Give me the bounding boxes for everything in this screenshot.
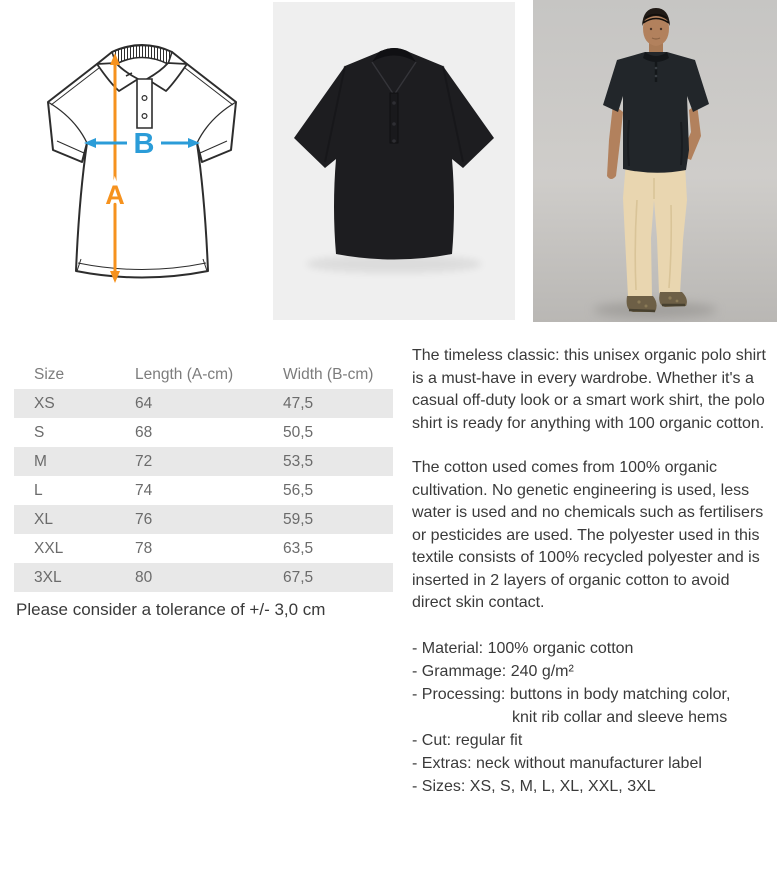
- length-cell: 80: [135, 568, 153, 586]
- size-cell: M: [34, 452, 47, 470]
- width-column-header: Width (B-cm): [283, 365, 374, 383]
- size-cell: L: [34, 481, 43, 499]
- length-cell: 64: [135, 394, 153, 412]
- arrow-b-label: B: [133, 128, 155, 160]
- length-cell: 76: [135, 510, 153, 528]
- polo-sketch-graphic: [15, 8, 255, 308]
- table-row-xs: [14, 389, 393, 418]
- size-cell: XS: [34, 394, 55, 412]
- width-cell: 56,5: [283, 481, 314, 499]
- description-paragraph-2: The cotton used comes from 100% organic cultivation. No genetic engineering is used, less water is used and no chemicals such as fertilisers or pesticides are used. The polyester used in this textile consists of 100% recycled polyester and is inserted in 2 layers of organic cotton to avoid direct skin contact.: [412, 459, 764, 611]
- width-cell: 59,5: [283, 510, 314, 528]
- model-graphic: [533, 0, 777, 322]
- size-cell: S: [34, 423, 45, 441]
- size-cell: XXL: [34, 539, 64, 557]
- table-row-l: [14, 476, 393, 505]
- spec-processing-continued: knit rib collar and sleeve hems: [512, 708, 728, 726]
- table-row-s: [14, 418, 393, 447]
- description-paragraph-1: The timeless classic: this unisex organic polo shirt is a must-have in every wardrobe. Whether it's a casual off-duty look or a smart work shirt, the polo shirt is ready for anything with 100 organic cotton.: [412, 347, 766, 432]
- width-cell: 53,5: [283, 452, 314, 470]
- spec-processing: - Processing: buttons in body matching color,: [412, 685, 731, 703]
- spec-grammage: - Grammage: 240 g/m²: [412, 662, 574, 680]
- flat-product-image[interactable]: [273, 2, 515, 320]
- measurement-diagram-image[interactable]: [15, 8, 255, 308]
- width-cell: 47,5: [283, 394, 314, 412]
- table-row-xl: [14, 505, 393, 534]
- width-cell: 50,5: [283, 423, 314, 441]
- length-cell: 72: [135, 452, 153, 470]
- length-cell: 78: [135, 539, 153, 557]
- spec-cut: - Cut: regular fit: [412, 731, 523, 749]
- spec-list: [412, 637, 771, 798]
- table-row-m: [14, 447, 393, 476]
- size-cell: 3XL: [34, 568, 62, 586]
- width-cell: 63,5: [283, 539, 314, 557]
- size-column-header: Size: [34, 365, 65, 383]
- spec-sizes: - Sizes: XS, S, M, L, XL, XXL, 3XL: [412, 777, 656, 795]
- model-photo-image[interactable]: [533, 0, 777, 322]
- spec-extras: - Extras: neck without manufacturer label: [412, 754, 702, 772]
- arrow-a-label: A: [105, 180, 125, 210]
- tolerance-note: Please consider a tolerance of +/- 3,0 cm: [16, 600, 326, 619]
- size-cell: XL: [34, 510, 53, 528]
- spec-material: - Material: 100% organic cotton: [412, 639, 634, 657]
- table-row-3xl: [14, 563, 393, 592]
- length-cell: 74: [135, 481, 153, 499]
- length-column-header: Length (A-cm): [135, 365, 234, 383]
- length-cell: 68: [135, 423, 153, 441]
- black-polo-flat-graphic: [273, 2, 515, 320]
- size-table: [14, 360, 393, 592]
- width-cell: 67,5: [283, 568, 314, 586]
- product-description: [412, 345, 771, 798]
- table-row-xxl: [14, 534, 393, 563]
- size-table-header-row: [14, 360, 393, 389]
